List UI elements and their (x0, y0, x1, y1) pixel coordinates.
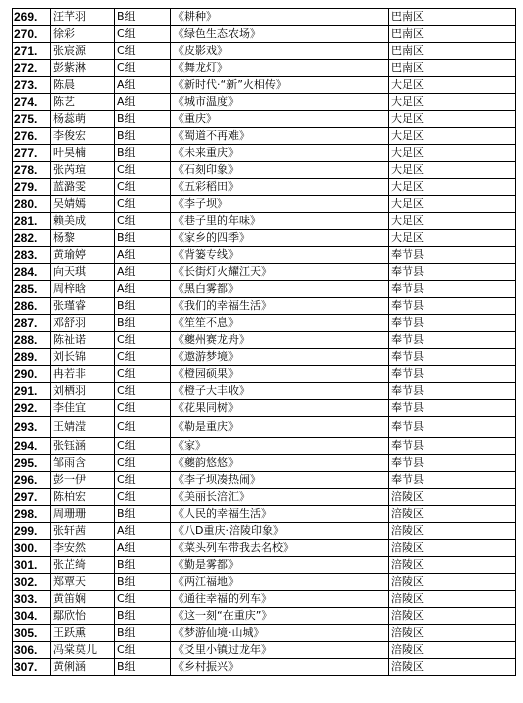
row-number: 306. (13, 642, 51, 659)
table-row (13, 162, 516, 179)
student-name: 陈柏宏 (51, 489, 115, 506)
group-cell: A组 (115, 94, 171, 111)
work-title: 《重庆》 (171, 111, 389, 128)
group-cell: C组 (115, 472, 171, 489)
work-title: 《菜头列车带我去名校》 (171, 540, 389, 557)
table-row (13, 417, 516, 438)
group-cell: C组 (115, 196, 171, 213)
group-cell: A组 (115, 77, 171, 94)
row-number: 302. (13, 574, 51, 591)
group-cell: B组 (115, 9, 171, 26)
work-title: 《乡村振兴》 (171, 659, 389, 676)
group-cell: C组 (115, 43, 171, 60)
row-number: 307. (13, 659, 51, 676)
district-cell: 奉节县 (389, 349, 516, 366)
table-row (13, 642, 516, 659)
row-number: 272. (13, 60, 51, 77)
table-row (13, 94, 516, 111)
row-number: 280. (13, 196, 51, 213)
district-cell: 奉节县 (389, 332, 516, 349)
table-row (13, 506, 516, 523)
table-row (13, 179, 516, 196)
district-cell: 奉节县 (389, 383, 516, 400)
group-cell: C组 (115, 366, 171, 383)
work-title: 《家乡的四季》 (171, 230, 389, 247)
row-number: 294. (13, 438, 51, 455)
student-name: 鄢欣怡 (51, 608, 115, 625)
student-name: 黄瑜婷 (51, 247, 115, 264)
row-number: 295. (13, 455, 51, 472)
group-cell: C组 (115, 417, 171, 438)
work-title: 《蜀道不再难》 (171, 128, 389, 145)
table-row (13, 128, 516, 145)
student-name: 冉若非 (51, 366, 115, 383)
table-row (13, 540, 516, 557)
district-cell: 巴南区 (389, 43, 516, 60)
table-row (13, 400, 516, 417)
group-cell: B组 (115, 315, 171, 332)
row-number: 301. (13, 557, 51, 574)
student-name: 冯棠莫儿 (51, 642, 115, 659)
student-name: 陈晨 (51, 77, 115, 94)
row-number: 273. (13, 77, 51, 94)
group-cell: B组 (115, 659, 171, 676)
work-title: 《李子坝》 (171, 196, 389, 213)
work-title: 《长街灯火耀江天》 (171, 264, 389, 281)
student-name: 陈祉诺 (51, 332, 115, 349)
table-row (13, 77, 516, 94)
work-title: 《五彩稻田》 (171, 179, 389, 196)
row-number: 276. (13, 128, 51, 145)
work-title: 《耕种》 (171, 9, 389, 26)
table-row (13, 472, 516, 489)
district-cell: 奉节县 (389, 417, 516, 438)
district-cell: 大足区 (389, 230, 516, 247)
work-title: 《勤是雾都》 (171, 557, 389, 574)
student-name: 张瑾睿 (51, 298, 115, 315)
row-number: 290. (13, 366, 51, 383)
group-cell: B组 (115, 111, 171, 128)
student-name: 彭紫淋 (51, 60, 115, 77)
work-title: 《花果同树》 (171, 400, 389, 417)
work-title: 《笙笙不息》 (171, 315, 389, 332)
row-number: 300. (13, 540, 51, 557)
district-cell: 大足区 (389, 94, 516, 111)
row-number: 286. (13, 298, 51, 315)
student-name: 赖美成 (51, 213, 115, 230)
group-cell: B组 (115, 230, 171, 247)
district-cell: 涪陵区 (389, 506, 516, 523)
work-title: 《梦游仙境·山城》 (171, 625, 389, 642)
student-name: 叶昊楠 (51, 145, 115, 162)
district-cell: 巴南区 (389, 9, 516, 26)
row-number: 283. (13, 247, 51, 264)
group-cell: B组 (115, 557, 171, 574)
work-title: 《勒是重庆》 (171, 417, 389, 438)
table-row (13, 281, 516, 298)
student-name: 杨黎 (51, 230, 115, 247)
student-name: 李安然 (51, 540, 115, 557)
table-row (13, 315, 516, 332)
row-number: 304. (13, 608, 51, 625)
work-title: 《橙子大丰收》 (171, 383, 389, 400)
student-name: 周梓晗 (51, 281, 115, 298)
work-title: 《家》 (171, 438, 389, 455)
work-title: 《巷子里的年味》 (171, 213, 389, 230)
table-row (13, 523, 516, 540)
district-cell: 奉节县 (389, 472, 516, 489)
group-cell: C组 (115, 162, 171, 179)
student-name: 汪芊羽 (51, 9, 115, 26)
row-number: 289. (13, 349, 51, 366)
district-cell: 涪陵区 (389, 608, 516, 625)
table-row (13, 625, 516, 642)
district-cell: 大足区 (389, 196, 516, 213)
row-number: 287. (13, 315, 51, 332)
district-cell: 涪陵区 (389, 523, 516, 540)
student-name: 刘栖羽 (51, 383, 115, 400)
row-number: 297. (13, 489, 51, 506)
row-number: 269. (13, 9, 51, 26)
district-cell: 奉节县 (389, 366, 516, 383)
row-number: 284. (13, 264, 51, 281)
student-name: 张芮瑄 (51, 162, 115, 179)
group-cell: C组 (115, 400, 171, 417)
work-title: 《橙园硕果》 (171, 366, 389, 383)
student-name: 张宸源 (51, 43, 115, 60)
work-title: 《舞龙灯》 (171, 60, 389, 77)
student-name: 张钰涵 (51, 438, 115, 455)
district-cell: 涪陵区 (389, 557, 516, 574)
work-title: 《美丽长涪汇》 (171, 489, 389, 506)
student-name: 张轩茜 (51, 523, 115, 540)
work-title: 《两江福地》 (171, 574, 389, 591)
district-cell: 巴南区 (389, 26, 516, 43)
row-number: 298. (13, 506, 51, 523)
table-row (13, 247, 516, 264)
row-number: 271. (13, 43, 51, 60)
group-cell: C组 (115, 591, 171, 608)
work-title: 《我们的幸福生活》 (171, 298, 389, 315)
work-title: 《石刻印象》 (171, 162, 389, 179)
student-name: 陈艺 (51, 94, 115, 111)
district-cell: 大足区 (389, 162, 516, 179)
work-title: 《夔州赛龙舟》 (171, 332, 389, 349)
district-cell: 奉节县 (389, 298, 516, 315)
group-cell: B组 (115, 145, 171, 162)
student-name: 王跃熏 (51, 625, 115, 642)
district-cell: 奉节县 (389, 315, 516, 332)
row-number: 281. (13, 213, 51, 230)
table-row (13, 43, 516, 60)
row-number: 296. (13, 472, 51, 489)
row-number: 293. (13, 417, 51, 438)
row-number: 278. (13, 162, 51, 179)
district-cell: 大足区 (389, 213, 516, 230)
student-name: 向天琪 (51, 264, 115, 281)
group-cell: C组 (115, 26, 171, 43)
work-title: 《黑白雾都》 (171, 281, 389, 298)
group-cell: A组 (115, 540, 171, 557)
group-cell: C组 (115, 489, 171, 506)
student-name: 蓝潞雯 (51, 179, 115, 196)
work-title: 《城市温度》 (171, 94, 389, 111)
district-cell: 奉节县 (389, 438, 516, 455)
student-name: 吴婧嫣 (51, 196, 115, 213)
group-cell: C组 (115, 349, 171, 366)
row-number: 292. (13, 400, 51, 417)
table-row (13, 438, 516, 455)
work-title: 《新时代·“新”火相传》 (171, 77, 389, 94)
district-cell: 巴南区 (389, 60, 516, 77)
student-name: 张芷绮 (51, 557, 115, 574)
group-cell: B组 (115, 506, 171, 523)
student-name: 邹雨含 (51, 455, 115, 472)
table-row (13, 591, 516, 608)
row-number: 274. (13, 94, 51, 111)
row-number: 270. (13, 26, 51, 43)
district-cell: 奉节县 (389, 455, 516, 472)
table-row (13, 60, 516, 77)
group-cell: A组 (115, 247, 171, 264)
group-cell: B组 (115, 625, 171, 642)
group-cell: B组 (115, 574, 171, 591)
row-number: 303. (13, 591, 51, 608)
row-number: 299. (13, 523, 51, 540)
group-cell: C组 (115, 213, 171, 230)
group-cell: B组 (115, 608, 171, 625)
row-number: 305. (13, 625, 51, 642)
table-row (13, 111, 516, 128)
group-cell: A组 (115, 264, 171, 281)
table-row (13, 145, 516, 162)
student-name: 黄俐涵 (51, 659, 115, 676)
work-title: 《这一刻“在重庆”》 (171, 608, 389, 625)
row-number: 279. (13, 179, 51, 196)
student-name: 周珊珊 (51, 506, 115, 523)
group-cell: C组 (115, 383, 171, 400)
district-cell: 大足区 (389, 77, 516, 94)
table-row (13, 489, 516, 506)
work-title: 《八D重庆·涪陵印象》 (171, 523, 389, 540)
table-body (13, 9, 516, 676)
district-cell: 涪陵区 (389, 574, 516, 591)
work-title: 《绿色生态农场》 (171, 26, 389, 43)
table-row (13, 196, 516, 213)
district-cell: 涪陵区 (389, 591, 516, 608)
student-name: 黄笛娴 (51, 591, 115, 608)
work-title: 《皮影戏》 (171, 43, 389, 60)
work-title: 《遨游梦境》 (171, 349, 389, 366)
student-name: 刘长锦 (51, 349, 115, 366)
group-cell: C组 (115, 438, 171, 455)
work-title: 《夔韵悠悠》 (171, 455, 389, 472)
district-cell: 奉节县 (389, 400, 516, 417)
group-cell: B组 (115, 128, 171, 145)
row-number: 288. (13, 332, 51, 349)
district-cell: 涪陵区 (389, 540, 516, 557)
district-cell: 奉节县 (389, 247, 516, 264)
table-row (13, 366, 516, 383)
table-row (13, 349, 516, 366)
work-title: 《人民的幸福生活》 (171, 506, 389, 523)
district-cell: 大足区 (389, 128, 516, 145)
work-title: 《爻里小镇过龙年》 (171, 642, 389, 659)
table-row (13, 9, 516, 26)
student-name: 李佳宜 (51, 400, 115, 417)
district-cell: 涪陵区 (389, 625, 516, 642)
district-cell: 涪陵区 (389, 489, 516, 506)
student-name: 郑覃天 (51, 574, 115, 591)
district-cell: 奉节县 (389, 264, 516, 281)
table-row (13, 574, 516, 591)
student-name: 邓舒羽 (51, 315, 115, 332)
table-row (13, 608, 516, 625)
group-cell: C组 (115, 179, 171, 196)
student-name: 李俊宏 (51, 128, 115, 145)
student-name: 彭一伊 (51, 472, 115, 489)
row-number: 277. (13, 145, 51, 162)
district-cell: 大足区 (389, 111, 516, 128)
table-row (13, 659, 516, 676)
work-title: 《未来重庆》 (171, 145, 389, 162)
group-cell: C组 (115, 455, 171, 472)
table-row (13, 264, 516, 281)
student-name: 杨蕊萌 (51, 111, 115, 128)
district-cell: 涪陵区 (389, 642, 516, 659)
group-cell: A组 (115, 523, 171, 540)
row-number: 275. (13, 111, 51, 128)
table-row (13, 383, 516, 400)
row-number: 291. (13, 383, 51, 400)
work-title: 《通往幸福的列车》 (171, 591, 389, 608)
award-list-table (12, 8, 516, 676)
district-cell: 奉节县 (389, 281, 516, 298)
table-row (13, 557, 516, 574)
table-row (13, 230, 516, 247)
table-row (13, 455, 516, 472)
group-cell: C组 (115, 642, 171, 659)
district-cell: 涪陵区 (389, 659, 516, 676)
group-cell: C组 (115, 332, 171, 349)
district-cell: 大足区 (389, 145, 516, 162)
group-cell: B组 (115, 298, 171, 315)
work-title: 《李子坝凑热闹》 (171, 472, 389, 489)
district-cell: 大足区 (389, 179, 516, 196)
student-name: 王婧滢 (51, 417, 115, 438)
group-cell: C组 (115, 60, 171, 77)
table-row (13, 298, 516, 315)
table-row (13, 213, 516, 230)
row-number: 285. (13, 281, 51, 298)
group-cell: A组 (115, 281, 171, 298)
work-title: 《背篓专线》 (171, 247, 389, 264)
table-row (13, 332, 516, 349)
student-name: 徐彩 (51, 26, 115, 43)
row-number: 282. (13, 230, 51, 247)
table-row (13, 26, 516, 43)
